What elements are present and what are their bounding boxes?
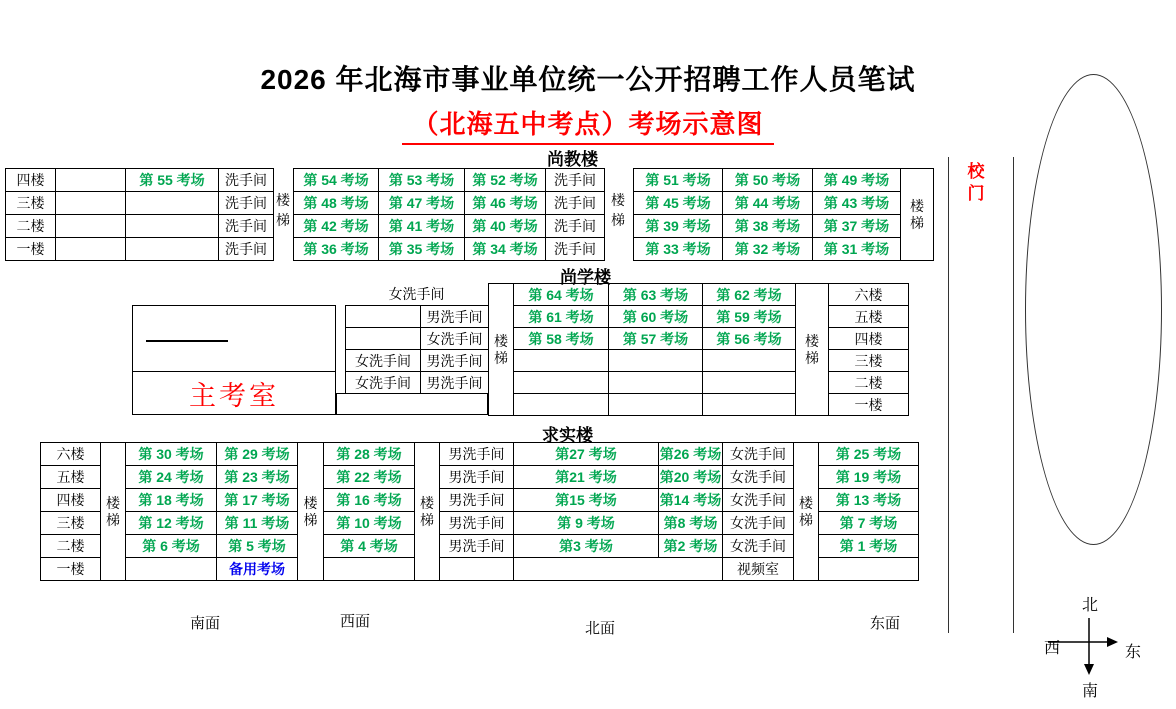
table-row	[41, 489, 919, 512]
table-cell: 第 57 考场	[609, 328, 703, 350]
table-row	[41, 558, 919, 581]
face-label-south: 南面	[189, 615, 220, 632]
table-cell: 六楼	[41, 443, 101, 466]
table-cell: 男洗手间	[440, 489, 514, 512]
table-cell	[609, 350, 703, 372]
table-cell: 洗手间	[546, 238, 605, 261]
table-cell: 第 46 考场	[465, 192, 546, 215]
table-cell: 第 64 考场	[514, 284, 609, 306]
table-cell	[56, 238, 126, 261]
table-cell: 第 7 考场	[819, 512, 919, 535]
table-cell: 第 63 考场	[609, 284, 703, 306]
table-row	[294, 169, 605, 192]
table-row	[346, 328, 489, 350]
table-cell	[514, 372, 609, 394]
table-cell: 女洗手间	[723, 535, 794, 558]
table-row	[489, 350, 909, 372]
shangxue-wash-table	[345, 305, 489, 394]
gate-line-right	[1013, 157, 1014, 633]
table-cell: 洗手间	[219, 192, 274, 215]
table-cell	[703, 350, 796, 372]
table-cell: 女洗手间	[723, 512, 794, 535]
table-cell: 第 41 考场	[379, 215, 465, 238]
table-cell: 女洗手间	[723, 489, 794, 512]
table-cell: 一楼	[829, 394, 909, 416]
table-row	[294, 192, 605, 215]
table-cell	[56, 215, 126, 238]
table-cell: 第 34 考场	[465, 238, 546, 261]
table-cell: 女洗手间	[723, 466, 794, 489]
table-cell: 第 25 考场	[819, 443, 919, 466]
table-cell: 第 47 考场	[379, 192, 465, 215]
table-cell: 第 42 考场	[294, 215, 379, 238]
table-cell: 第 19 考场	[819, 466, 919, 489]
table-cell: 女洗手间	[421, 328, 489, 350]
table-cell: 男洗手间	[440, 512, 514, 535]
stairs-label: 楼梯	[611, 192, 625, 229]
table-cell: 洗手间	[219, 215, 274, 238]
table-row	[489, 284, 909, 306]
table-cell: 第 12 考场	[126, 512, 217, 535]
table-cell: 第 59 考场	[703, 306, 796, 328]
table-row	[634, 215, 934, 238]
table-cell: 视频室	[723, 558, 794, 581]
table-row	[489, 328, 909, 350]
table-cell	[324, 558, 415, 581]
table-cell: 第 29 考场	[217, 443, 298, 466]
table-cell: 第3 考场	[514, 535, 659, 558]
table-cell: 第 62 考场	[703, 284, 796, 306]
table-cell: 第 9 考场	[514, 512, 659, 535]
table-cell	[609, 394, 703, 416]
table-cell	[440, 558, 514, 581]
table-cell: 第 30 考场	[126, 443, 217, 466]
table-row	[6, 238, 274, 261]
table-cell	[126, 238, 219, 261]
stairs-cell: 楼梯	[796, 284, 829, 416]
building-label-shangxue: 尚学楼	[560, 268, 611, 287]
table-cell: 第 51 考场	[634, 169, 723, 192]
table-cell: 一楼	[6, 238, 56, 261]
qiushi-table	[40, 442, 919, 581]
table-cell: 第 38 考场	[723, 215, 813, 238]
table-row	[41, 466, 919, 489]
table-cell: 第 28 考场	[324, 443, 415, 466]
table-cell: 男洗手间	[440, 443, 514, 466]
table-cell: 第 22 考场	[324, 466, 415, 489]
table-cell: 第 55 考场	[126, 169, 219, 192]
table-cell: 第 6 考场	[126, 535, 217, 558]
compass-south: 南	[1082, 683, 1099, 700]
table-cell: 第 58 考场	[514, 328, 609, 350]
table-cell: 女洗手间	[723, 443, 794, 466]
stairs-cell: 楼梯	[298, 443, 324, 581]
table-cell: 第 18 考场	[126, 489, 217, 512]
row1-washroom-cell: 女洗手间	[345, 283, 488, 306]
table-cell: 第14 考场	[659, 489, 723, 512]
table-row	[294, 238, 605, 261]
table-row	[489, 394, 909, 416]
table-cell: 第20 考场	[659, 466, 723, 489]
compass-west: 西	[1044, 640, 1061, 657]
table-cell: 三楼	[829, 350, 909, 372]
table-cell: 二楼	[829, 372, 909, 394]
table-cell: 第 1 考场	[819, 535, 919, 558]
table-cell: 第 11 考场	[217, 512, 298, 535]
shangjiao-table-left	[5, 168, 274, 261]
table-cell: 第 23 考场	[217, 466, 298, 489]
gate-line-left	[948, 157, 949, 633]
table-cell: 洗手间	[546, 192, 605, 215]
table-cell: 第26 考场	[659, 443, 723, 466]
table-row	[41, 512, 919, 535]
table-cell: 男洗手间	[421, 350, 489, 372]
stairs-cell: 楼梯	[794, 443, 819, 581]
table-cell: 第 10 考场	[324, 512, 415, 535]
table-cell: 第 44 考场	[723, 192, 813, 215]
table-cell	[514, 350, 609, 372]
table-cell: 第8 考场	[659, 512, 723, 535]
table-cell: 男洗手间	[440, 466, 514, 489]
table-row	[6, 169, 274, 192]
compass-east: 东	[1125, 644, 1142, 661]
gate-label: 校门	[967, 162, 985, 204]
table-cell: 第 54 考场	[294, 169, 379, 192]
table-cell: 第21 考场	[514, 466, 659, 489]
table-cell: 男洗手间	[421, 306, 489, 328]
table-cell: 备用考场	[217, 558, 298, 581]
face-label-north: 北面	[584, 620, 615, 637]
table-cell: 第 32 考场	[723, 238, 813, 261]
table-cell: 三楼	[41, 512, 101, 535]
table-cell: 第15 考场	[514, 489, 659, 512]
table-cell: 四楼	[41, 489, 101, 512]
stairs-cell: 楼梯	[415, 443, 440, 581]
table-row	[294, 215, 605, 238]
table-cell: 第 52 考场	[465, 169, 546, 192]
playground-ellipse	[1025, 74, 1162, 545]
table-cell: 女洗手间	[346, 372, 421, 394]
table-cell: 第 13 考场	[819, 489, 919, 512]
table-cell: 第 61 考场	[514, 306, 609, 328]
table-cell	[514, 394, 609, 416]
row6-empty-cell	[336, 393, 488, 415]
table-cell	[819, 558, 919, 581]
table-cell: 第 36 考场	[294, 238, 379, 261]
table-cell	[56, 169, 126, 192]
table-cell: 四楼	[829, 328, 909, 350]
table-cell	[703, 394, 796, 416]
table-cell	[514, 558, 723, 581]
table-cell: 五楼	[829, 306, 909, 328]
table-cell: 第27 考场	[514, 443, 659, 466]
shangxue-main-table	[488, 283, 909, 416]
table-cell: 第 48 考场	[294, 192, 379, 215]
table-cell	[346, 328, 421, 350]
table-row	[41, 535, 919, 558]
table-cell: 第 50 考场	[723, 169, 813, 192]
table-cell: 第 45 考场	[634, 192, 723, 215]
table-cell: 第2 考场	[659, 535, 723, 558]
page-subtitle	[0, 104, 1176, 145]
table-cell: 第 5 考场	[217, 535, 298, 558]
table-cell: 第 49 考场	[813, 169, 901, 192]
stairs-cell: 楼梯	[101, 443, 126, 581]
table-row	[41, 443, 919, 466]
table-cell: 二楼	[41, 535, 101, 558]
table-cell	[126, 215, 219, 238]
table-row	[346, 350, 489, 372]
table-cell: 第 40 考场	[465, 215, 546, 238]
table-cell: 第 31 考场	[813, 238, 901, 261]
table-cell: 洗手间	[546, 169, 605, 192]
table-row	[634, 192, 934, 215]
table-row	[346, 306, 489, 328]
main-office-upper-room	[133, 306, 335, 372]
main-office-box	[132, 305, 336, 415]
table-cell: 第 60 考场	[609, 306, 703, 328]
table-cell: 第 4 考场	[324, 535, 415, 558]
stairs-cell: 楼梯	[901, 169, 934, 261]
table-cell: 四楼	[6, 169, 56, 192]
table-row	[634, 238, 934, 261]
blank-line	[146, 340, 228, 342]
table-row	[6, 215, 274, 238]
face-label-east: 东面	[869, 615, 900, 632]
table-cell: 洗手间	[546, 215, 605, 238]
table-cell	[703, 372, 796, 394]
table-cell	[609, 372, 703, 394]
face-label-west: 西面	[339, 613, 370, 630]
table-row	[489, 372, 909, 394]
shangjiao-table-center	[293, 168, 605, 261]
table-cell: 第 17 考场	[217, 489, 298, 512]
table-cell: 第 56 考场	[703, 328, 796, 350]
compass-north: 北	[1082, 597, 1099, 614]
stairs-cell: 楼梯	[489, 284, 514, 416]
table-cell: 第 16 考场	[324, 489, 415, 512]
stairs-label: 楼梯	[276, 192, 290, 229]
table-cell: 五楼	[41, 466, 101, 489]
table-cell	[56, 192, 126, 215]
table-row	[6, 192, 274, 215]
table-cell: 第 35 考场	[379, 238, 465, 261]
table-cell: 男洗手间	[421, 372, 489, 394]
building-label-shangjiao: 尚教楼	[547, 150, 598, 169]
table-cell: 洗手间	[219, 169, 274, 192]
table-cell: 第 53 考场	[379, 169, 465, 192]
table-cell: 第 39 考场	[634, 215, 723, 238]
table-cell	[346, 306, 421, 328]
shangjiao-table-right	[633, 168, 934, 261]
main-office-label: 主考室	[189, 380, 279, 411]
table-cell: 第 24 考场	[126, 466, 217, 489]
table-row	[346, 372, 489, 394]
table-row	[489, 306, 909, 328]
table-cell	[126, 558, 217, 581]
table-row	[634, 169, 934, 192]
table-cell: 一楼	[41, 558, 101, 581]
table-cell: 二楼	[6, 215, 56, 238]
page-subtitle-text: （北海五中考点）考场示意图	[402, 104, 773, 145]
page-title: 2026 年北海市事业单位统一公开招聘工作人员笔试	[260, 64, 916, 95]
table-cell: 第 37 考场	[813, 215, 901, 238]
table-cell	[126, 192, 219, 215]
table-cell: 男洗手间	[440, 535, 514, 558]
table-cell: 洗手间	[219, 238, 274, 261]
table-cell: 六楼	[829, 284, 909, 306]
table-cell: 第 33 考场	[634, 238, 723, 261]
table-cell: 三楼	[6, 192, 56, 215]
table-cell: 第 43 考场	[813, 192, 901, 215]
table-cell: 女洗手间	[346, 350, 421, 372]
building-label-qiushi: 求实楼	[542, 426, 593, 445]
